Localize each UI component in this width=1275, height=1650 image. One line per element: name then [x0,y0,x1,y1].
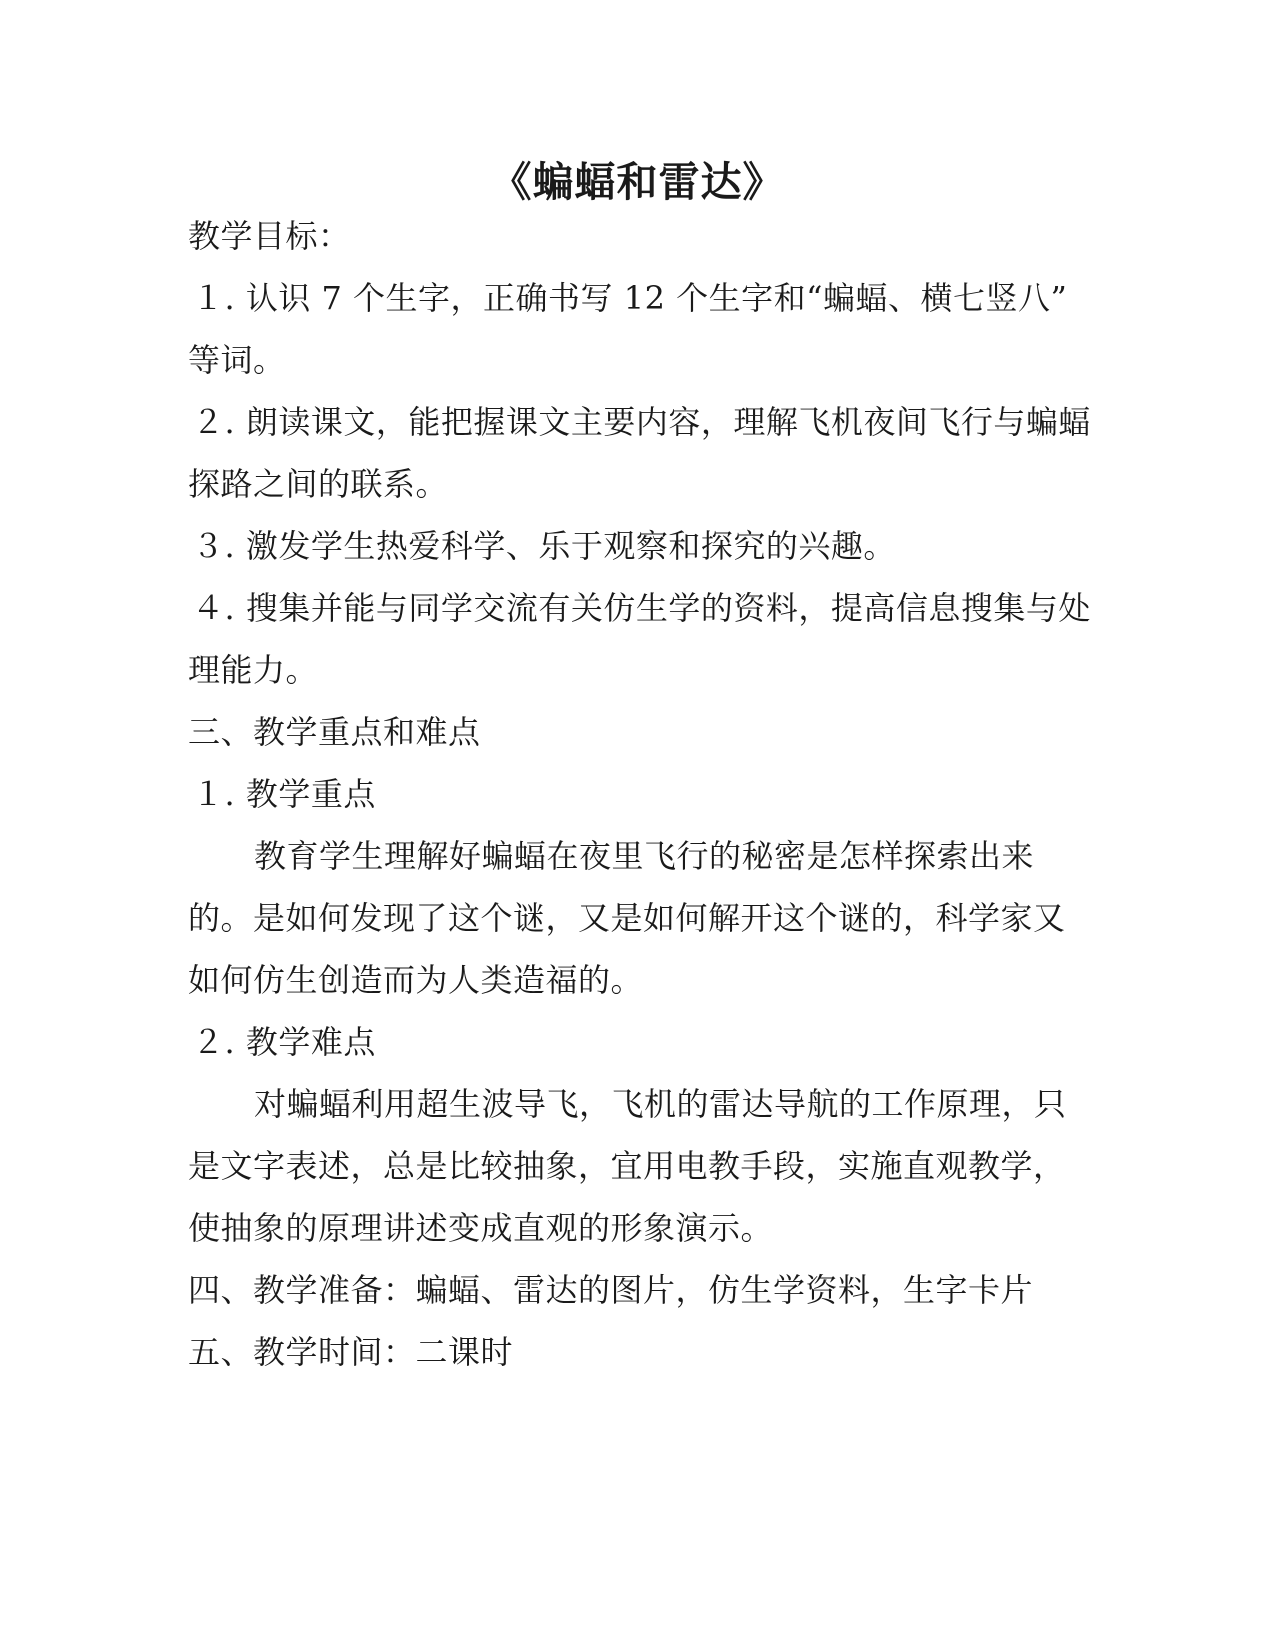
paragraph-line: ４. 搜集并能与同学交流有关仿生学的资料，提高信息搜集与处 [192,589,1091,627]
paragraph-line: 的。是如何发现了这个谜，又是如何解开这个谜的，科学家又 [188,899,1066,937]
paragraph-line: ３. 激发学生热爱科学、乐于观察和探究的兴趣。 [192,527,896,565]
section-heading-key-points: 三、教学重点和难点 [188,713,481,751]
paragraph-line: 等词。 [188,341,286,379]
section-heading-objectives: 教学目标： [188,217,351,255]
paragraph-line: 探路之间的联系。 [188,465,449,503]
paragraph-line: 理能力。 [188,651,319,689]
section-heading-time: 五、教学时间：二课时 [188,1333,514,1371]
paragraph-line: １. 认识 7 个生字，正确书写 12 个生字和“蝙蝠、横七竖八” [192,279,1068,317]
document-title: 《蝙蝠和雷达》 [490,158,785,206]
paragraph-line: 教育学生理解好蝙蝠在夜里飞行的秘密是怎样探索出来 [254,837,1035,875]
paragraph-line: 如何仿生创造而为人类造福的。 [188,961,644,999]
section-heading-preparation: 四、教学准备：蝙蝠、雷达的图片，仿生学资料，生字卡片 [188,1271,1034,1309]
paragraph-line: 是文字表述，总是比较抽象，宜用电教手段，实施直观教学， [188,1147,1066,1185]
subheading-difficulty: ２. 教学难点 [192,1023,376,1061]
paragraph-line: ２. 朗读课文，能把握课文主要内容，理解飞机夜间飞行与蝙蝠 [192,403,1091,441]
subheading-key-point: １. 教学重点 [192,775,376,813]
paragraph-line: 对蝙蝠利用超生波导飞，飞机的雷达导航的工作原理，只 [254,1085,1067,1123]
paragraph-line: 使抽象的原理讲述变成直观的形象演示。 [188,1209,774,1247]
